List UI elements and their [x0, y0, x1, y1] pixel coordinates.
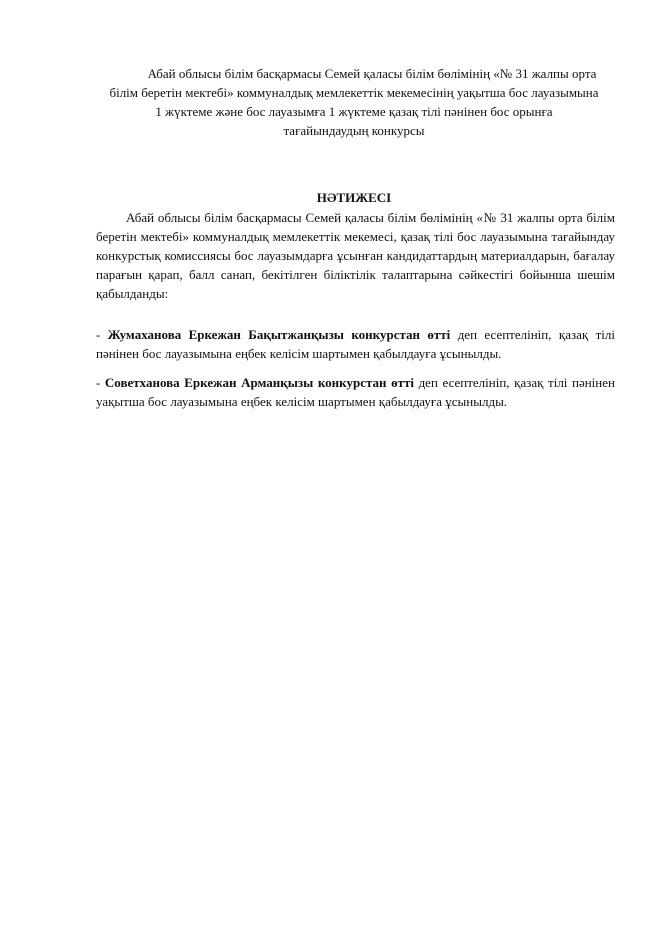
- header-line: білім беретін мектебі» коммуналдық мемлекеттік мекемесінің уақытша бос лауазымына: [109, 85, 599, 100]
- candidate-name: Советханова Еркежан Арманқызы конкурстан өтті: [104, 375, 414, 390]
- candidate-name: Жумаханова Еркежан Бақытжанқызы конкурстан өтті: [107, 327, 451, 342]
- item-dash: -: [96, 375, 105, 390]
- result-item: [96, 373, 615, 411]
- item-dash: -: [96, 327, 108, 342]
- header-line: тағайындаудың конкурсы: [283, 123, 425, 138]
- result-intro-paragraph: Абай облысы білім басқармасы Семей қаласы білім бөлімінің «№ 31 жалпы орта білім беретін мектебі» коммуналдық мемлекеттік мекемесі, қазақ тілі бос лауазымына тағайындау конкурстық комиссиясы бос лауазымдарға ұсынған кандидаттардың материалдарын, бағалау парағын қарап, балл санап, бекітілген біліктілік талаптарына сәйкестігі бойынша шешім қабылданды:: [96, 210, 615, 301]
- item-text: деп есептелініп, қазақ тілі пәнінен уақытша бос лауазымына еңбек келісім шартымен қабылдауға ұсынылды.: [96, 375, 615, 409]
- header-line: Абай облысы білім басқармасы Семей қаласы білім бөлімінің «№ 31 жалпы орта: [147, 66, 597, 81]
- header-line: 1 жүктеме және бос лауазымға 1 жүктеме қазақ тілі пәнінен бос орынға: [155, 104, 553, 119]
- document-header: [96, 64, 612, 140]
- item-text: деп есептелініп, қазақ тілі пәнінен бос лауазымына еңбек келісім шартымен қабылдауға ұсынылды.: [96, 327, 615, 361]
- result-item: [96, 325, 615, 363]
- result-title: НӘТИЖЕСІ: [316, 190, 392, 205]
